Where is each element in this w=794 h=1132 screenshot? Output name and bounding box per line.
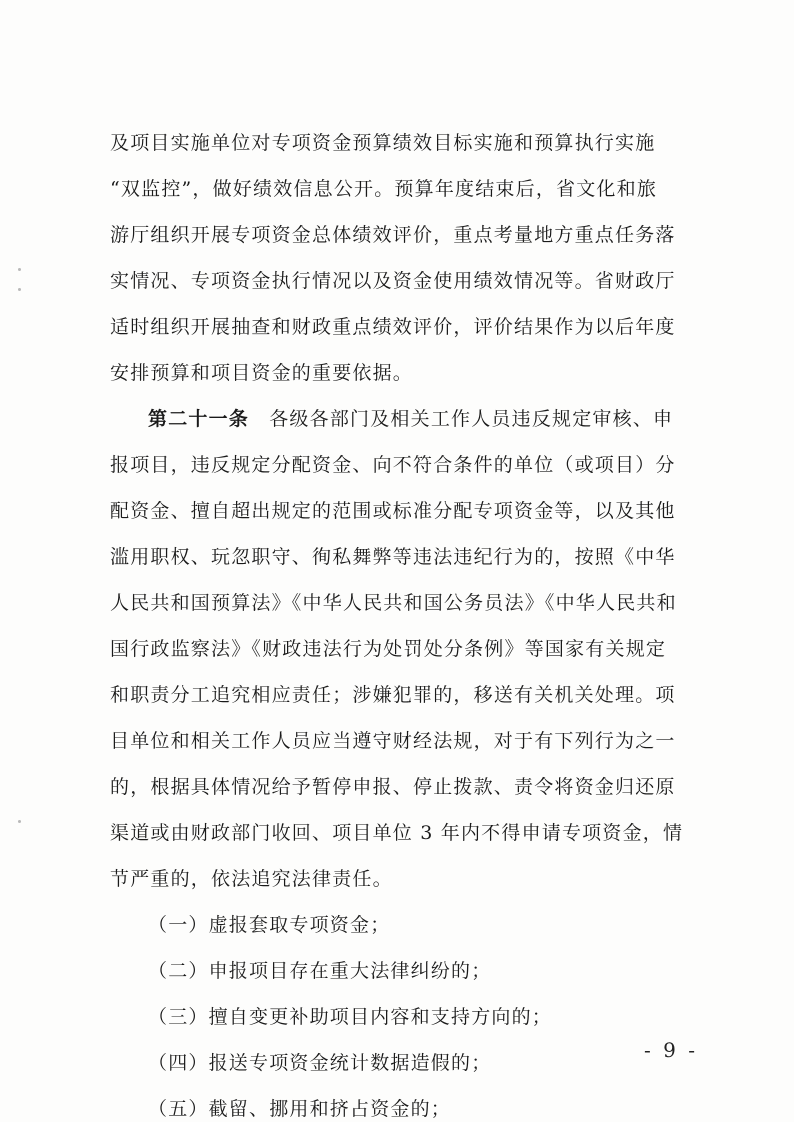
list-item: （二）申报项目存在重大法律纠纷的； xyxy=(148,960,492,982)
article-line: 报项目，违反规定分配资金、向不符合条件的单位（或项目）分 xyxy=(110,454,676,476)
article-label: 第二十一条 xyxy=(148,408,250,430)
body-line: “双监控”，做好绩效信息公开。预算年度结束后，省文化和旅 xyxy=(110,178,658,200)
article-line: 和职责分工追究相应责任；涉嫌犯罪的，移送有关机关处理。项 xyxy=(110,684,676,706)
margin-mark xyxy=(18,820,21,823)
article-heading-line xyxy=(110,396,700,442)
body-line: 及项目实施单位对专项资金预算绩效目标实施和预算执行实施 xyxy=(110,132,656,154)
list-item: （四）报送专项资金统计数据造假的； xyxy=(148,1052,492,1074)
list-item: （三）擅自变更补助项目内容和支持方向的； xyxy=(148,1006,553,1028)
article-line: 配资金、擅自超出规定的范围或标准分配专项资金等，以及其他 xyxy=(110,500,676,522)
article-line: 节严重的，依法追究法律责任。 xyxy=(110,868,393,890)
article-first-line: 各级各部门及相关工作人员违反规定审核、申 xyxy=(249,408,674,430)
article-line: 目单位和相关工作人员应当遵守财经法规，对于有下列行为之一 xyxy=(110,730,676,752)
article-line: 国行政监察法》《财政违法行为处罚处分条例》等国家有关规定 xyxy=(110,638,667,660)
list-item: （五）截留、挪用和挤占资金的； xyxy=(148,1098,452,1120)
article-line: 的，根据具体情况给予暂停申报、停止拨款、责令将资金归还原 xyxy=(110,776,676,798)
page-number: - 9 - xyxy=(644,1038,698,1062)
body-line: 游厅组织开展专项资金总体绩效评价，重点考量地方重点任务落 xyxy=(110,224,676,246)
margin-mark xyxy=(18,288,21,291)
article-line: 人民共和国预算法》《中华人民共和国公务员法》《中华人民共和 xyxy=(110,592,677,614)
margin-mark xyxy=(18,268,21,271)
article-line: 滥用职权、玩忽职守、徇私舞弊等违法违纪行为的，按照《中华 xyxy=(110,546,676,568)
document-body xyxy=(110,120,700,1132)
body-line: 安排预算和项目资金的重要依据。 xyxy=(110,362,414,384)
article-line: 渠道或由财政部门收回、项目单位 3 年内不得申请专项资金，情 xyxy=(110,822,684,844)
body-line: 实情况、专项资金执行情况以及资金使用绩效情况等。省财政厅 xyxy=(110,270,676,292)
body-line: 适时组织开展抽查和财政重点绩效评价，评价结果作为以后年度 xyxy=(110,316,676,338)
list-item: （一）虚报套取专项资金； xyxy=(148,914,391,936)
